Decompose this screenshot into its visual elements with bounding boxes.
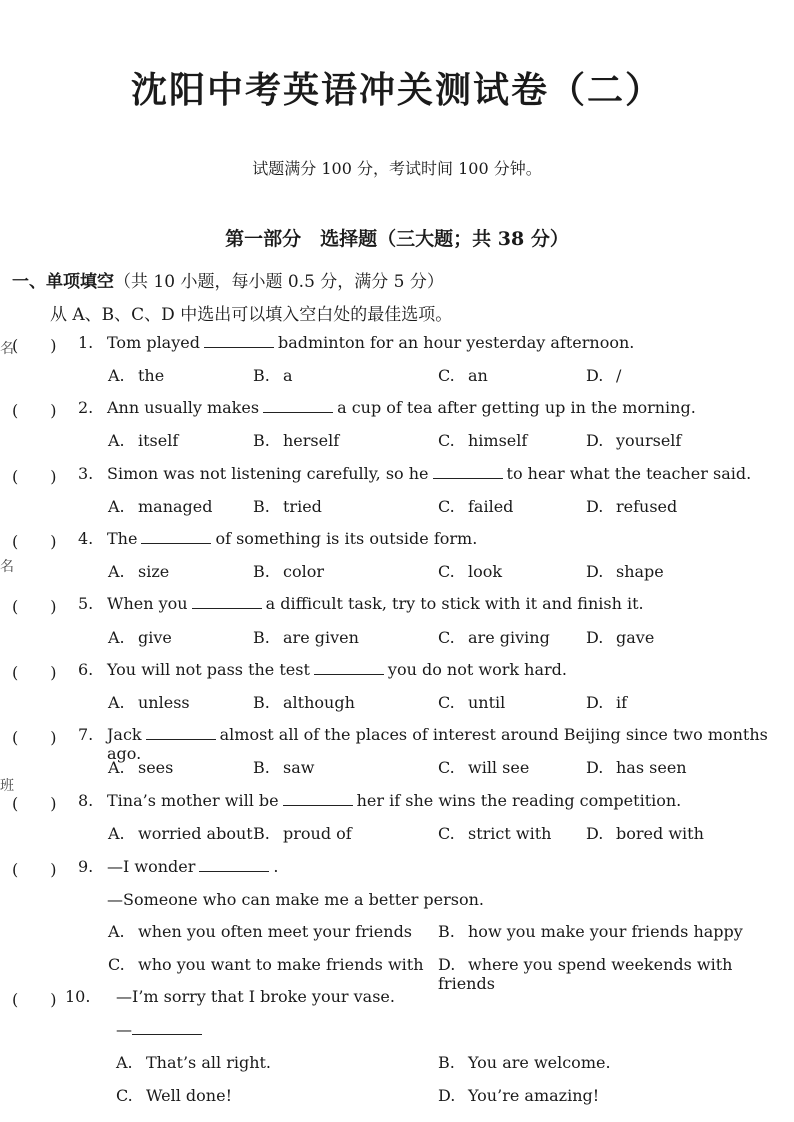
option-letter: B. <box>438 1053 455 1072</box>
dialogue-reply <box>116 1020 206 1039</box>
option-c[interactable] <box>438 562 502 581</box>
option-b[interactable] <box>253 366 293 385</box>
option-text: give <box>138 628 172 647</box>
option-c[interactable] <box>438 497 513 516</box>
dialogue-reply <box>107 890 484 909</box>
stem-text: The <box>107 529 138 548</box>
option-letter: C. <box>108 955 125 974</box>
option-text: herself <box>283 431 340 450</box>
option-b[interactable] <box>253 824 352 843</box>
answer-paren: ( ) <box>12 532 57 551</box>
option-text: when you often meet your friends <box>138 922 413 941</box>
question-stem <box>107 791 681 810</box>
option-text: size <box>138 562 170 581</box>
option-a[interactable] <box>108 628 172 647</box>
option-text: unless <box>138 693 190 712</box>
option-a[interactable] <box>108 824 253 843</box>
answer-paren: ( ) <box>12 794 57 813</box>
question-number: 1. <box>78 333 94 352</box>
option-d[interactable] <box>586 366 621 385</box>
option-text: color <box>283 562 324 581</box>
option-letter: A. <box>108 758 125 777</box>
page-title: 沈阳中考英语冲关测试卷（二） <box>130 69 663 111</box>
margin-mark: 名 <box>0 559 14 575</box>
stem-text: to hear what the teacher said. <box>506 464 752 483</box>
option-letter: D. <box>586 366 604 385</box>
option-text: how you make your friends happy <box>468 922 743 941</box>
option-text: if <box>616 693 628 712</box>
option-a[interactable] <box>108 431 178 450</box>
option-text: failed <box>468 497 514 516</box>
option-text: managed <box>138 497 213 516</box>
question-number: 3. <box>78 464 94 483</box>
option-text: worried about <box>138 824 253 843</box>
question-number: 4. <box>78 529 94 548</box>
option-letter: A. <box>108 431 125 450</box>
option-b[interactable] <box>253 628 359 647</box>
option-text: itself <box>138 431 179 450</box>
option-letter: C. <box>438 366 455 385</box>
option-text: an <box>468 366 488 385</box>
answer-blank[interactable] <box>314 673 384 675</box>
answer-blank[interactable] <box>283 804 353 806</box>
answer-paren: ( ) <box>12 401 57 420</box>
option-text: strict with <box>468 824 552 843</box>
question-number: 6. <box>78 660 94 679</box>
stem-text: her if she wins the reading competition. <box>356 791 682 810</box>
question-stem <box>107 333 634 352</box>
option-text: You’re amazing! <box>468 1086 600 1105</box>
option-b[interactable] <box>253 497 322 516</box>
option-a[interactable] <box>108 922 412 941</box>
option-d[interactable] <box>586 758 687 777</box>
option-b[interactable] <box>253 431 339 450</box>
option-letter: A. <box>108 497 125 516</box>
option-text: gave <box>616 628 655 647</box>
option-letter: C. <box>438 824 455 843</box>
option-text: saw <box>283 758 315 777</box>
option-letter: B. <box>253 366 270 385</box>
option-c[interactable] <box>438 758 529 777</box>
option-letter: C. <box>438 758 455 777</box>
stem-text: Tina’s mother will be <box>107 791 279 810</box>
option-a[interactable] <box>108 497 213 516</box>
stem-text: a difficult task, try to stick with it and finish it. <box>265 594 644 613</box>
option-letter: D. <box>586 758 604 777</box>
option-a[interactable] <box>108 366 164 385</box>
question-stem <box>107 660 567 679</box>
option-text: sees <box>138 758 174 777</box>
option-c[interactable] <box>438 824 551 843</box>
answer-paren: ( ) <box>12 597 57 616</box>
option-text: tried <box>283 497 322 516</box>
option-letter: B. <box>253 824 270 843</box>
answer-blank[interactable] <box>132 1033 202 1035</box>
option-text: a <box>283 366 293 385</box>
option-d[interactable] <box>586 562 664 581</box>
stem-text: Simon was not listening carefully, so he <box>107 464 429 483</box>
stem-text: . <box>273 857 279 876</box>
option-letter: D. <box>586 431 604 450</box>
option-text: look <box>468 562 503 581</box>
stem-text: Tom played <box>107 333 200 352</box>
margin-mark: 班 <box>0 778 14 794</box>
option-c[interactable] <box>438 366 488 385</box>
answer-blank[interactable] <box>433 477 503 479</box>
reply-text: — <box>116 1020 132 1039</box>
answer-blank[interactable] <box>204 346 274 348</box>
option-b[interactable] <box>438 1053 611 1072</box>
section-title: 一、单项填空 <box>12 272 114 292</box>
stem-text: a cup of tea after getting up in the morning. <box>337 398 696 417</box>
option-text: will see <box>468 758 530 777</box>
option-text: himself <box>468 431 528 450</box>
stem-text: Jack <box>107 725 142 744</box>
option-d[interactable] <box>586 431 681 450</box>
option-letter: D. <box>586 562 604 581</box>
question-stem <box>107 594 644 613</box>
option-letter: A. <box>108 922 125 941</box>
option-letter: D. <box>586 628 604 647</box>
answer-paren: ( ) <box>12 663 57 682</box>
option-letter: C. <box>438 693 455 712</box>
option-letter: A. <box>108 562 125 581</box>
answer-blank[interactable] <box>263 411 333 413</box>
question-stem <box>107 857 279 876</box>
option-text: That’s all right. <box>146 1053 272 1072</box>
stem-text: Ann usually makes <box>107 398 260 417</box>
option-d[interactable] <box>438 955 794 993</box>
option-b[interactable] <box>253 562 324 581</box>
stem-text: —I wonder <box>107 857 196 876</box>
option-letter: A. <box>108 824 125 843</box>
option-letter: C. <box>438 562 455 581</box>
question-stem <box>107 464 751 483</box>
option-letter: C. <box>438 497 455 516</box>
option-letter: C. <box>438 431 455 450</box>
stem-text: you do not work hard. <box>387 660 567 679</box>
option-letter: A. <box>108 693 125 712</box>
option-a[interactable] <box>108 693 190 712</box>
option-c[interactable] <box>438 693 505 712</box>
answer-paren: ( ) <box>12 336 57 355</box>
option-text: where you spend weekends with friends <box>438 955 733 993</box>
option-letter: D. <box>438 1086 456 1105</box>
option-text: the <box>138 366 165 385</box>
option-letter: A. <box>108 628 125 647</box>
stem-text: badminton for an hour yesterday afternoon. <box>277 333 635 352</box>
option-letter: B. <box>253 497 270 516</box>
option-b[interactable] <box>438 922 743 941</box>
option-text: who you want to make friends with <box>138 955 424 974</box>
option-letter: B. <box>253 431 270 450</box>
option-text: proud of <box>283 824 352 843</box>
option-text: are giving <box>468 628 550 647</box>
answer-blank[interactable] <box>146 738 216 740</box>
option-b[interactable] <box>253 758 314 777</box>
answer-paren: ( ) <box>12 467 57 486</box>
option-text: yourself <box>616 431 682 450</box>
option-c[interactable] <box>116 1086 232 1105</box>
option-letter: D. <box>586 693 604 712</box>
stem-text: When you <box>107 594 188 613</box>
option-text: has seen <box>616 758 687 777</box>
answer-blank[interactable] <box>192 607 262 609</box>
option-a[interactable] <box>108 562 169 581</box>
part-heading: 第一部分 选择题（三大题；共 38 分） <box>225 228 569 250</box>
stem-text: of something is its outside form. <box>215 529 478 548</box>
option-letter: D. <box>438 955 456 974</box>
option-a[interactable] <box>108 758 173 777</box>
option-letter: A. <box>116 1053 133 1072</box>
question-stem <box>116 987 395 1006</box>
reply-text: —Someone who can make me a better person. <box>107 890 485 909</box>
question-stem <box>107 529 477 548</box>
margin-mark: 名 <box>0 341 14 357</box>
answer-paren: ( ) <box>12 860 57 879</box>
answer-blank[interactable] <box>141 542 211 544</box>
question-stem <box>107 398 696 417</box>
option-c[interactable] <box>108 955 424 974</box>
option-letter: D. <box>586 497 604 516</box>
option-text: / <box>616 366 622 385</box>
option-letter: B. <box>253 562 270 581</box>
question-number: 2. <box>78 398 94 417</box>
question-number: 9. <box>78 857 94 876</box>
option-text: You are welcome. <box>468 1053 611 1072</box>
option-letter: A. <box>108 366 125 385</box>
option-c[interactable] <box>438 431 527 450</box>
option-c[interactable] <box>438 628 550 647</box>
question-number: 7. <box>78 725 94 744</box>
option-letter: B. <box>438 922 455 941</box>
exam-info: 试题满分 100 分，考试时间 100 分钟。 <box>252 159 542 178</box>
option-letter: B. <box>253 693 270 712</box>
option-d[interactable] <box>586 824 704 843</box>
option-text: shape <box>616 562 664 581</box>
stem-text: You will not pass the test <box>107 660 310 679</box>
question-number: 10. <box>65 987 91 1006</box>
option-d[interactable] <box>438 1086 599 1105</box>
option-letter: C. <box>116 1086 133 1105</box>
section-heading <box>12 267 444 292</box>
stem-text: almost all of the places of interest around Beijing since two months ago. <box>107 725 768 763</box>
answer-paren: ( ) <box>12 990 57 1009</box>
option-letter: C. <box>438 628 455 647</box>
option-b[interactable] <box>253 693 355 712</box>
answer-paren: ( ) <box>12 728 57 747</box>
stem-text: —I’m sorry that I broke your vase. <box>116 987 395 1006</box>
option-d[interactable] <box>586 628 654 647</box>
option-text: refused <box>616 497 678 516</box>
option-text: bored with <box>616 824 704 843</box>
option-letter: D. <box>586 824 604 843</box>
question-number: 5. <box>78 594 94 613</box>
option-letter: B. <box>253 758 270 777</box>
option-a[interactable] <box>116 1053 271 1072</box>
option-letter: B. <box>253 628 270 647</box>
option-text: until <box>468 693 506 712</box>
option-text: although <box>283 693 355 712</box>
option-d[interactable] <box>586 693 627 712</box>
option-text: are given <box>283 628 359 647</box>
option-d[interactable] <box>586 497 677 516</box>
question-number: 8. <box>78 791 94 810</box>
instruction: 从 A、B、C、D 中选出可以填入空白处的最佳选项。 <box>50 305 453 325</box>
section-detail: （共 10 小题，每小题 0.5 分，满分 5 分） <box>114 272 444 292</box>
answer-blank[interactable] <box>199 870 269 872</box>
option-text: Well done! <box>146 1086 233 1105</box>
